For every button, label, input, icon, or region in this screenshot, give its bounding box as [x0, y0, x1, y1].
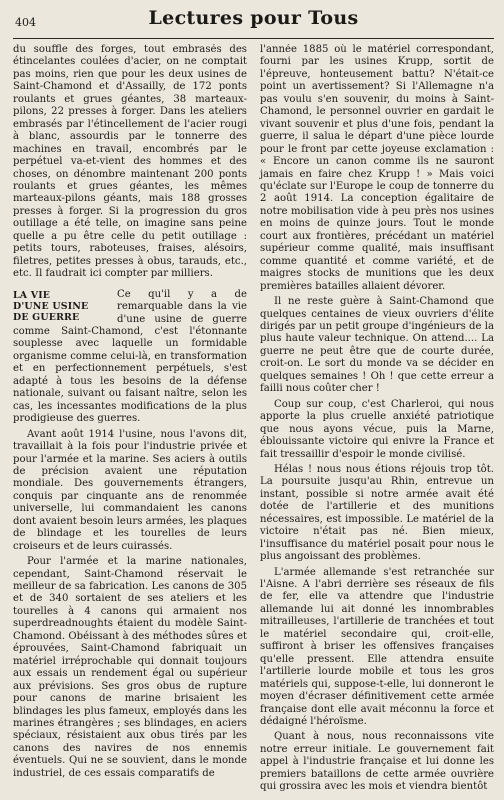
paragraph: Pour l'armée et la marine nationales, cependant, Saint-Chamond réservait le meilleur de sa fabrication. Les canons de 305 et de 340 sortaient de ses ateliers et les tourelles à 4 canons qui armaient nos superdreadnoughts étaient du modèle Saint-Chamond. Obéissant à des méthodes sûres et éprouvées, Saint-Chamond fabriquait un matériel irréprochable qui donnait toujours aux essais un rendement égal ou supérieur aux prévisions. Ses gros obus de rupture pour canons de marine brisaient les blindages les plus fameux, employés dans les marines étrangères ; ses blindages, en aciers spéciaux, résistaient aux obus tirés par les canons des navires de nos ennemis éventuels. Qui ne se souvient, dans le monde industriel, de ces essais comparatifs de — [13, 556, 247, 779]
paragraph: L'armée allemande s'est retranchée sur l'Aisne. A l'abri derrière ses réseaux de fils de fer, elle va attendre que l'industrie allemande lui ait donné les innombrables mitrailleuses, l'artillerie de tranchées et tout le matériel secondaire qui, croit-elle, suffiront à briser les offensives françaises qu'elle pressent. Elle attendra ensuite l'artillerie lourde mobile et tous les gros matériels qui, suppose-t-elle, lui donneront le moyen d'écraser définitivement cette armée française dont elle avait méconnu la force et dédaigné l'héroïsme. — [260, 566, 494, 728]
paragraph: Quant à nous, nous reconnaissons vite notre erreur initiale. Le gouvernement fait appel à l'industrie française et lui donne les premiers bataillons de cette armée ouvrière qui grossira avec les mois et viendra bientôt — [260, 731, 494, 793]
journal-title: Lectures pour Tous — [148, 7, 359, 29]
page-number: 404 — [15, 16, 36, 29]
section-heading-line: LA VIE — [13, 289, 51, 301]
section-heading-line: DE GUERRE — [13, 311, 80, 323]
text-columns — [13, 44, 494, 796]
paragraph: Ce qu'il y a de remarquable dans la vie d'une usine de guerre comme Saint-Chamond, c'est l'étonnante souplesse avec laquelle un formidable organisme comme celui-là, en transformation et en perfectionnement perpétuels, s'est adapté à tous les besoins de la défense nationale, suivant ou faisant naître, selon les cas, les incessantes modifications de la plus prodigieuse des guerres. — [13, 288, 247, 425]
section-heading-line: D'UNE USINE — [13, 300, 89, 312]
paragraph: Hélas ! nous nous étions réjouis trop tôt. La poursuite jusqu'au Rhin, entrevue un instant, possible si notre armée avait été dotée de l'artillerie et des munitions nécessaires, est impossible. Le matériel de la victoire n'était pas né. Bien mieux, l'insuffisance du matériel posait pour nous le plus angoissant des problèmes. — [260, 463, 494, 563]
section-la-vie-d-une-usine — [13, 289, 247, 781]
paragraph: Coup sur coup, c'est Charleroi, qui nous apporte la plus cruelle anxiété patriotique que nous ayons vécue, puis la Marne, éblouissante victoire qui enivre la France et fait tressaillir d'espoir le monde civilisé. — [260, 398, 494, 460]
paragraph: Il ne reste guère à Saint-Chamond que quelques centaines de vieux ouvriers d'élite dirigés par un petit groupe d'ingénieurs de la plus haute valeur technique. On attend.... La guerre ne peut être que de courte durée, croit-on. Le sort du monde va se décider en quelques semaines ! Oh ! que cette erreur a failli nous coûter cher ! — [260, 296, 494, 395]
section-heading — [13, 290, 109, 323]
paragraph: l'année 1885 où le matériel correspondant, fourni par les usines Krupp, sortit de l'épreuve, honteusement battu? N'était-ce point un avertissement? Si l'Allemagne n'a pas voulu s'en souvenir, du moins à Saint-Chamond, le personnel ouvrier en gardait le vivant souvenir et plus d'une fois, pendant la guerre, il salua le départ d'une pièce lourde pour le front par cette joyeuse exclamation : « Encore un canon comme ils ne sauront jamais en faire chez Krupp ! » Mais voici qu'éclate sur l'Europe le coup de tonnerre du 2 août 1914. La conception égalitaire de notre mobilisation vide à peu près nos usines en moins de quinze jours. Tout le monde court aux frontières, précédant un matériel supérieur comme qualité, mais insuffisant comme quantité et comme variété, et de maigres stocks de munitions que les deux premières batailles allaient dévorer. — [260, 44, 494, 292]
paragraph: du souffle des forges, tout embrasés des étincelantes coulées d'acier, on ne comptait pas moins, rien que pour les deux usines de Saint-Chamond et d'Assailly, de 172 ponts roulants et grues géantes, 38 marteaux-pilons, 22 presses à forger. Dans les ateliers embrasés par l'étincellement de l'acier rougi à blanc, assourdis par le tonnerre des machines en travail, encombrés par le perpétuel va-et-vient des hommes et des choses, on dénombre maintenant 200 ponts roulants et grues géantes, les mêmes marteaux-pilons géants, mais 188 grosses presses à forger. Si la progression du gros outillage a été telle, on imagine sans peine quelle a pu être celle du petit outillage : petits tours, raboteuses, fraises, alésoirs, filetres, petites presses à obus, tarauds, etc., etc. Il faudrait ici compter par milliers. — [13, 44, 247, 280]
left-column — [13, 44, 247, 796]
paragraph: Avant août 1914 l'usine, nous l'avons dit, travaillait à la fois pour l'industrie privée et pour l'armée et la marine. Ses aciers à outils de précision avaient une réputation mondiale. Des gouvernements étrangers, conquis par cinquante ans de renommée universelle, lui commandaient les canons dont avaient besoin leurs armées, les plaques de blindage et les tourelles de leurs croiseurs et de leurs cuirassés. — [13, 428, 247, 552]
right-column — [260, 44, 494, 796]
page-header — [13, 6, 494, 39]
